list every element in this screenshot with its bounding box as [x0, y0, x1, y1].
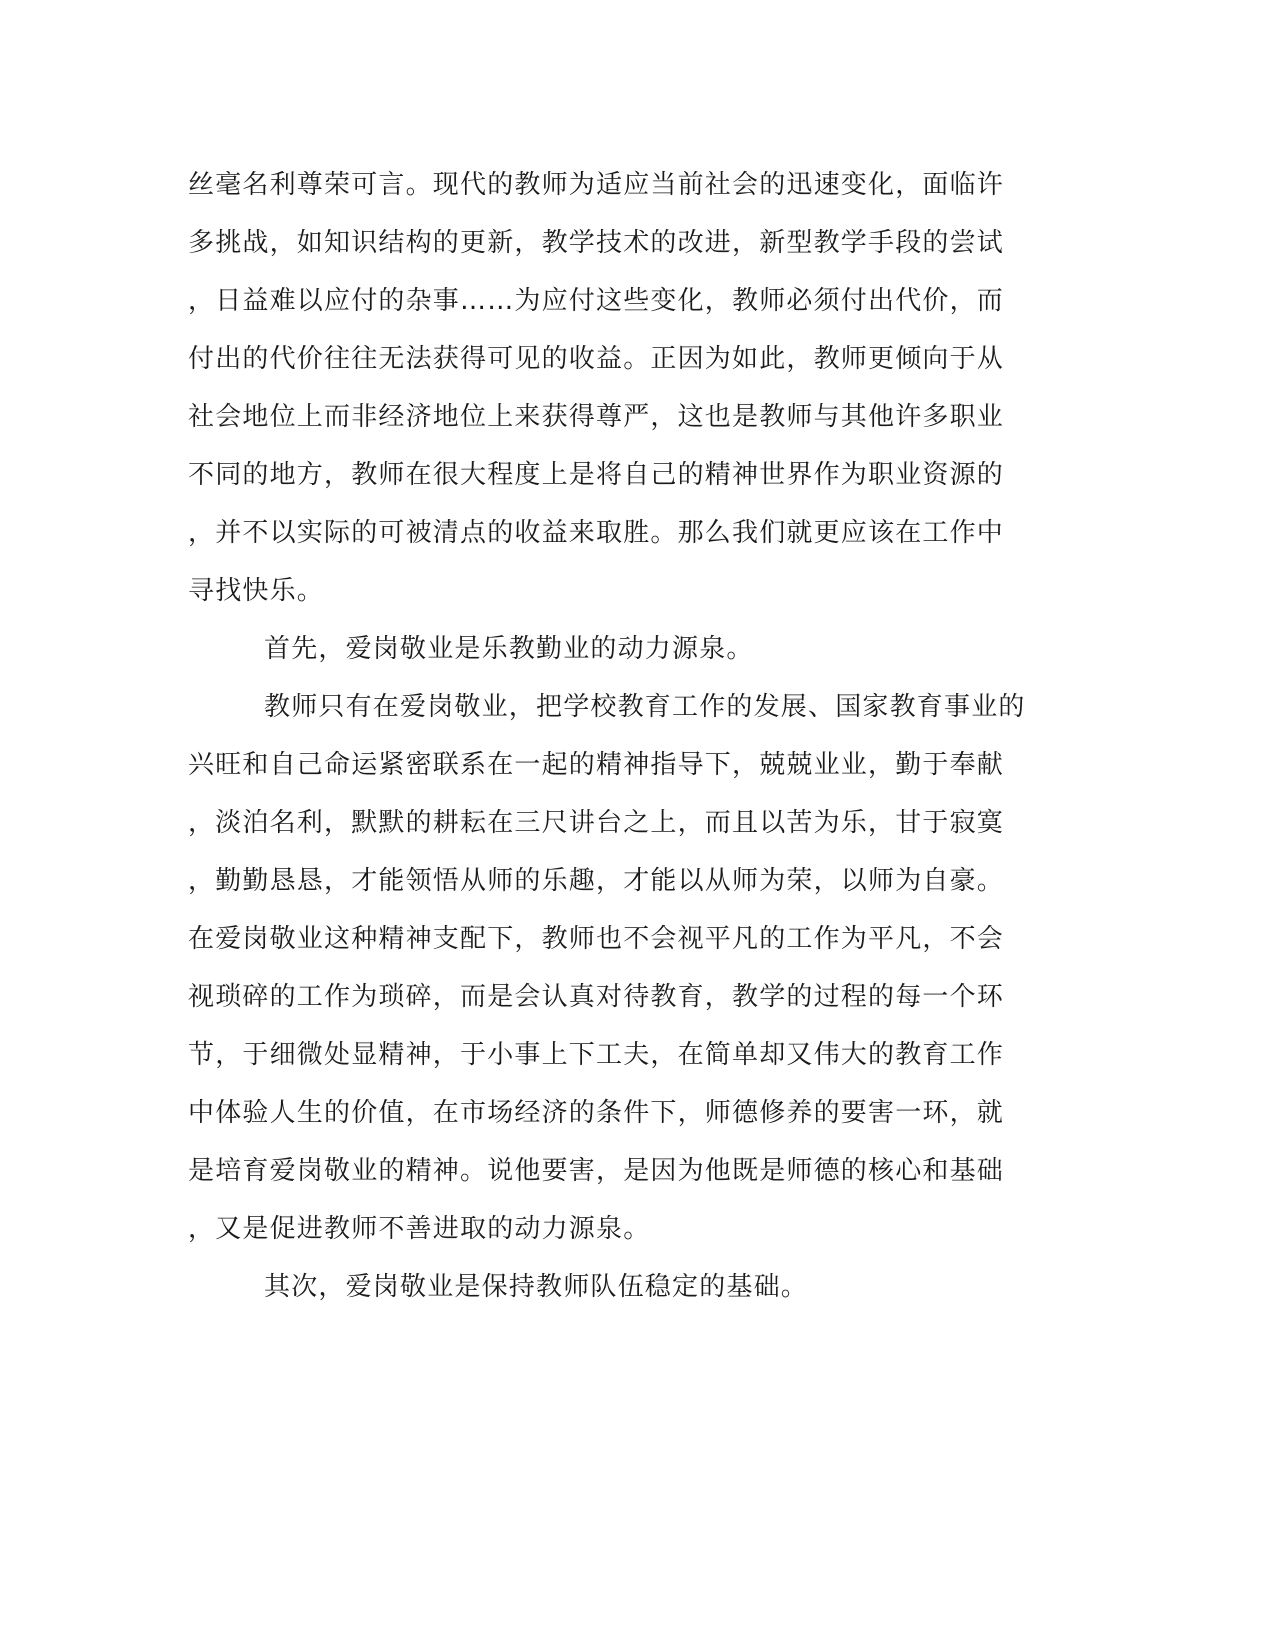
- text-line: 社会地位上而非经济地位上来获得尊严，这也是教师与其他许多职业: [188, 402, 1005, 432]
- text-line: 教师只有在爱岗敬业，把学校教育工作的发展、国家教育事业的: [264, 692, 1026, 722]
- text-line: ，日益难以应付的杂事……为应付这些变化，教师必须付出代价，而: [188, 286, 1005, 316]
- text-line: 兴旺和自己命运紧密联系在一起的精神指导下，兢兢业业，勤于奉献: [188, 750, 1005, 780]
- text-line: 是培育爱岗敬业的精神。说他要害，是因为他既是师德的核心和基础: [188, 1156, 1005, 1186]
- text-line: ，勤勤恳恳，才能领悟从师的乐趣，才能以从师为荣，以师为自豪。: [188, 866, 1005, 896]
- text-line: 寻找快乐。: [188, 576, 325, 606]
- text-line: ，又是促进教师不善进取的动力源泉。: [188, 1214, 651, 1244]
- text-line: 中体验人生的价值，在市场经济的条件下，师德修养的要害一环，就: [188, 1098, 1005, 1128]
- paragraph-heading-second: 其次，爱岗敬业是保持教师队伍稳定的基础。: [264, 1272, 809, 1302]
- text-line: 付出的代价往往无法获得可见的收益。正因为如此，教师更倾向于从: [188, 344, 1005, 374]
- text-line: 丝毫名利尊荣可言。现代的教师为适应当前社会的迅速变化，面临许: [188, 170, 1005, 200]
- text-line: ，并不以实际的可被清点的收益来取胜。那么我们就更应该在工作中: [188, 518, 1005, 548]
- text-line: ，淡泊名利，默默的耕耘在三尺讲台之上，而且以苦为乐，甘于寂寞: [188, 808, 1005, 838]
- text-line: 在爱岗敬业这种精神支配下，教师也不会视平凡的工作为平凡，不会: [188, 924, 1005, 954]
- text-line: 节，于细微处显精神，于小事上下工夫，在简单却又伟大的教育工作: [188, 1040, 1005, 1070]
- text-line: 视琐碎的工作为琐碎，而是会认真对待教育，教学的过程的每一个环: [188, 982, 1005, 1012]
- paragraph-heading-first: 首先，爱岗敬业是乐教勤业的动力源泉。: [264, 634, 754, 664]
- text-line: 不同的地方，教师在很大程度上是将自己的精神世界作为职业资源的: [188, 460, 1005, 490]
- text-line: 多挑战，如知识结构的更新，教学技术的改进，新型教学手段的尝试: [188, 228, 1005, 258]
